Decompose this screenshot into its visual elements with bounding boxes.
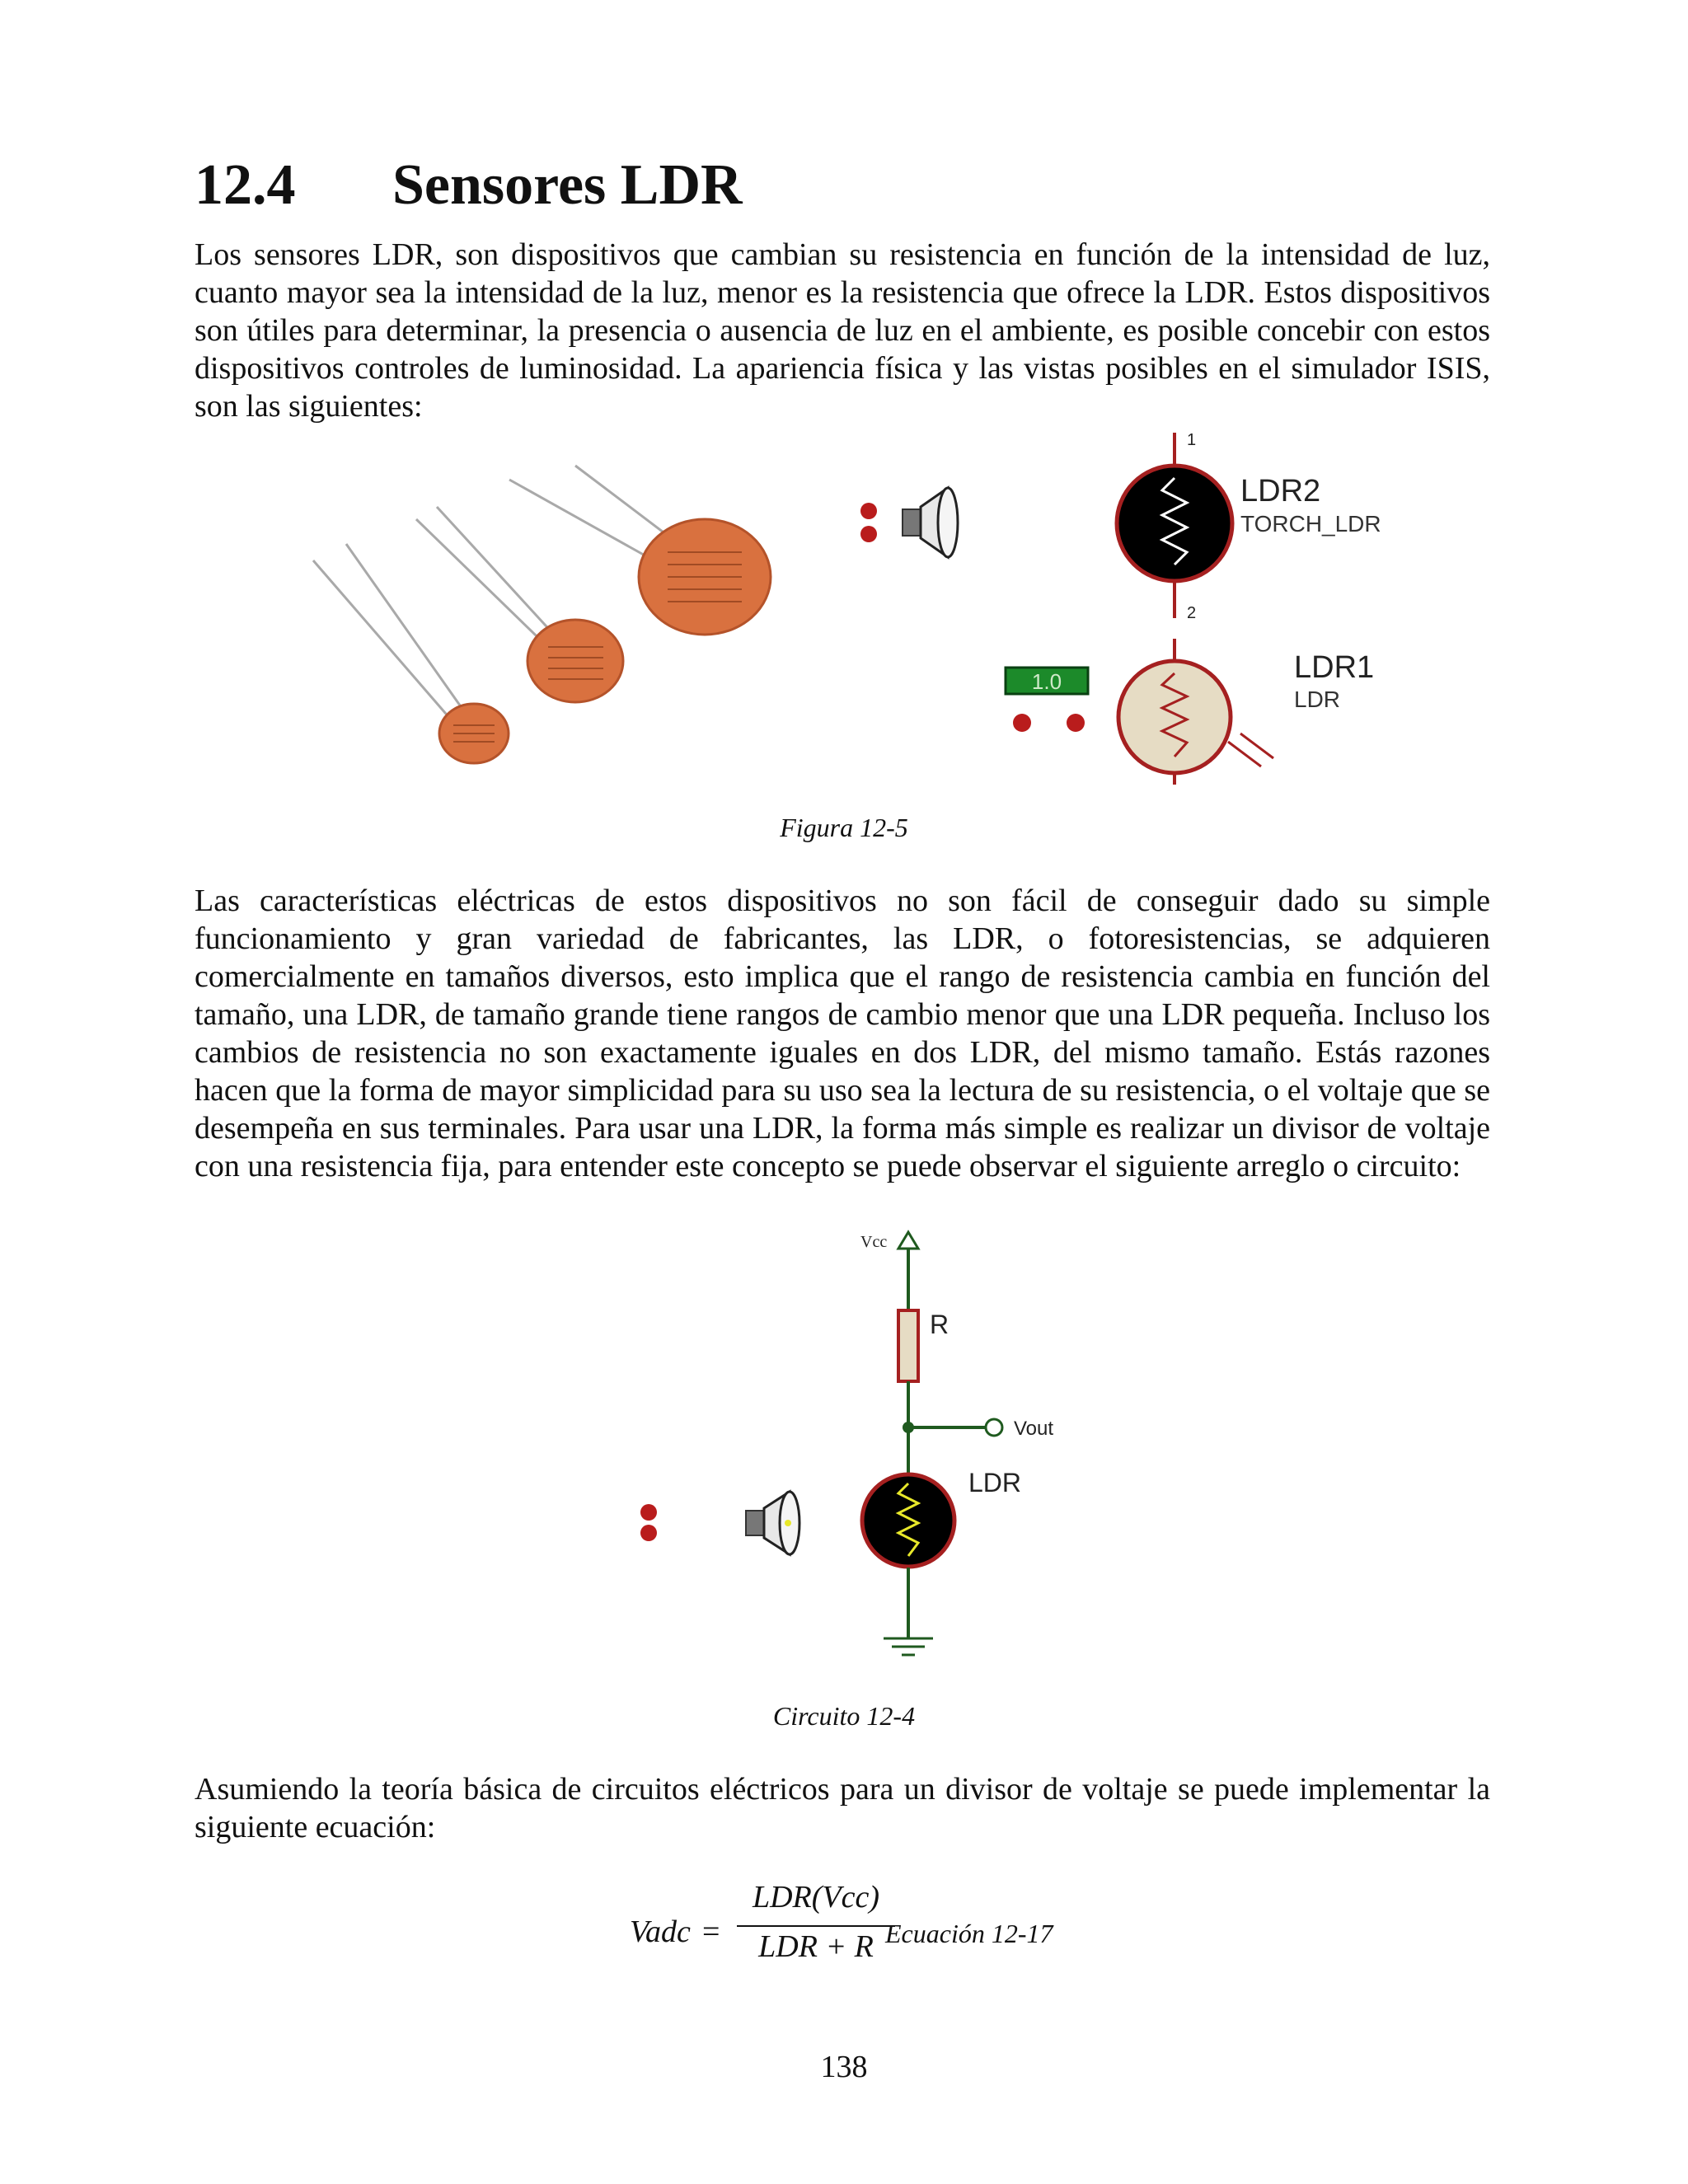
ldr1-name: LDR1: [1294, 650, 1375, 685]
resistor-label: R: [930, 1310, 950, 1339]
circuit-caption: Circuito 12-4: [772, 1701, 916, 1731]
ldr-label: LDR: [968, 1468, 1022, 1497]
equation-lhs: Vadc: [630, 1915, 691, 1949]
section-heading: [195, 153, 743, 217]
fraction-bar: [737, 1925, 895, 1927]
equation-numerator: LDR(Vcc): [752, 1880, 880, 1915]
resistor-r: [898, 1310, 918, 1381]
ldr2-symbol: [1117, 431, 1381, 622]
ldr1-model: LDR: [1294, 687, 1341, 712]
ldr-sensor: [862, 1468, 1021, 1567]
characteristics-paragraph: Las características eléctricas de estos dispositivos no son fácil de conseguir dado su simple funcionamiento y gran variedad de fabricantes, las LDR, o fotoresistencias, se adquieren comercialmente en tamaños diversos, esto implica que el rango de resistencia cambia en función del tamaño, una LDR, de tamaño grande tiene rangos de cambio menor que una LDR pequeña. Incluso los cambios de resistencia no son exactamente iguales en dos LDR, del mismo tamaño. Estás razones hacen que la forma de mayor simplicidad para su uso sea la lectura de su resistencia, o el voltaje que se desempeña en sus terminales. Para usar una LDR, la forma más simple es realizar un divisor de voltaje con una resistencia fija, para entender este concepto se puede observar el siguiente arreglo o circuito:: [195, 883, 1490, 1183]
ldr2-pin-bottom: 2: [1187, 604, 1197, 622]
vout-terminal: [986, 1419, 1002, 1436]
equation-label: Ecuación 12-17: [885, 1919, 1053, 1948]
ldr2-model: TORCH_LDR: [1240, 511, 1381, 537]
circuit-speaker-symbol: [635, 1483, 816, 1566]
vcc-label: Vcc: [860, 1233, 888, 1251]
ldr2-pin-top: 1: [1187, 431, 1197, 449]
equation-denominator: LDR + R: [758, 1929, 874, 1964]
ldr1-symbol: [1006, 639, 1374, 785]
theory-paragraph: Asumiendo la teoría básica de circuitos eléctricos para un divisor de voltaje se puede implementar la siguiente ecuación:: [195, 1772, 1490, 1844]
vout-label: Vout: [1014, 1418, 1054, 1440]
speaker-symbol: [860, 488, 958, 557]
equation-12-17: [626, 1879, 1121, 1986]
figure-caption: Figura 12-5: [780, 813, 908, 842]
section-number: 12.4: [195, 153, 296, 217]
ground-symbol: [884, 1638, 933, 1655]
figure-12-5: [297, 429, 1401, 791]
equation-equals: =: [702, 1915, 720, 1949]
ldr-photo: [313, 466, 771, 763]
ldr-medium: [528, 620, 623, 702]
ldr1-display-value: 1.0: [1031, 669, 1062, 694]
circuit-12-4: [626, 1228, 1088, 1673]
page-number: 138: [820, 2050, 868, 2084]
intro-paragraph: Los sensores LDR, son dispositivos que cambian su resistencia en función de la intensidad de luz, cuanto mayor sea la intensidad de la luz, menor es la resistencia que ofrece la LDR. Estos dispositivos son útiles para determinar, la presencia o ausencia de luz en el ambiente, es posible concebir con estos dispositivos controles de luminosidad. La apariencia física y las vistas posibles en el simulador ISIS, son las siguientes:: [195, 237, 1490, 424]
ldr2-name: LDR2: [1240, 474, 1321, 509]
section-title: Sensores LDR: [392, 153, 743, 217]
